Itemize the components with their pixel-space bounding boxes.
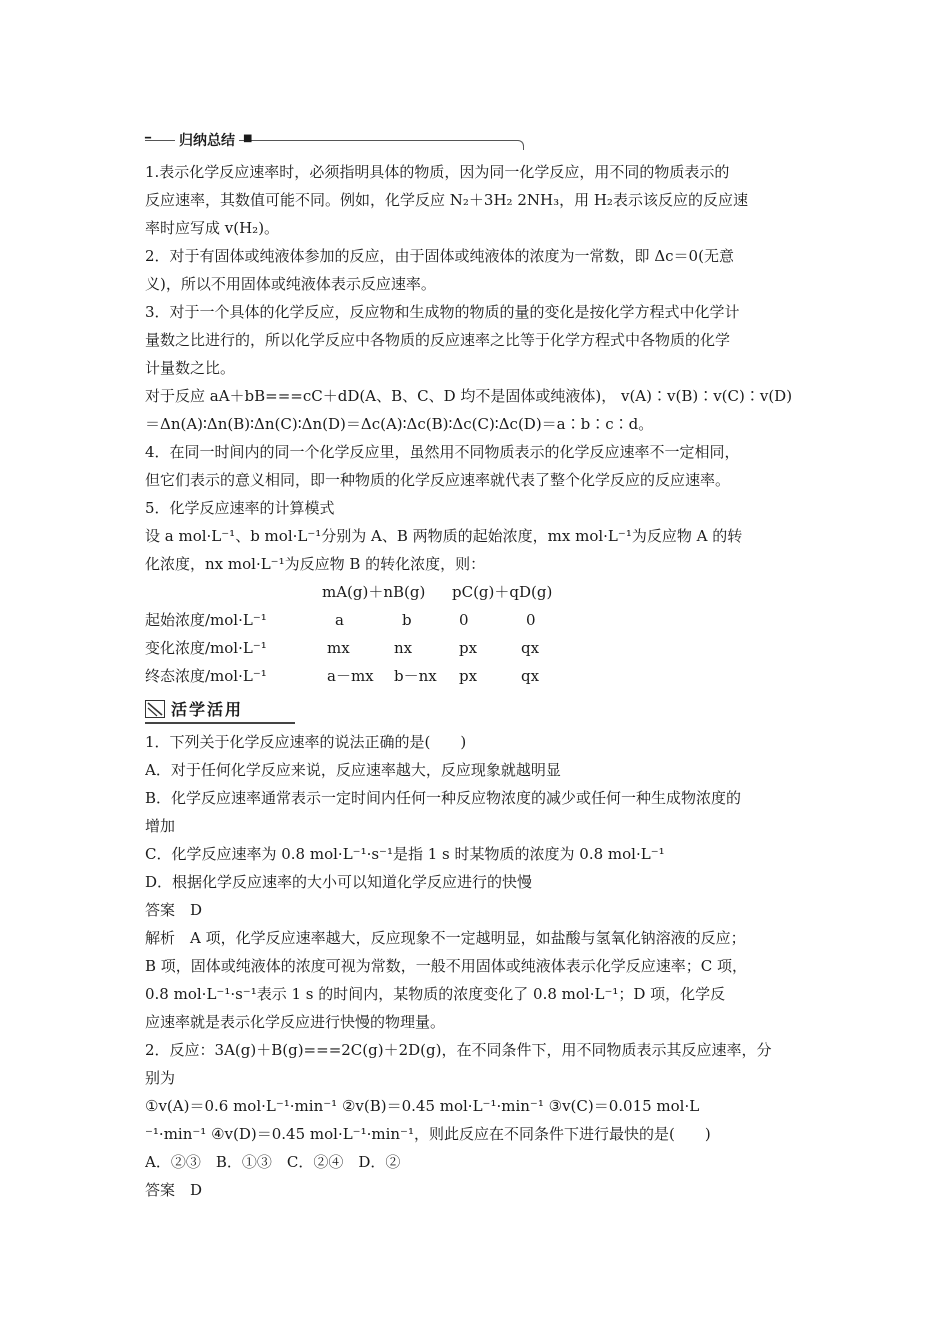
- summary-line: 2．对于有固体或纯液体参加的反应，由于固体或纯液体的浓度为一常数，即 Δc＝0(无意: [145, 247, 734, 265]
- table-header-reactants: mA(g)＋nB(g): [322, 583, 426, 601]
- practice-line: 增加: [145, 817, 176, 835]
- practice-line: 别为: [145, 1069, 176, 1087]
- explanation-line: 解析 A 项，化学反应速率越大，反应现象不一定越明显，如盐酸与氢氧化钠溶液的反应；: [145, 929, 746, 947]
- summary-line: 义)，所以不用固体或纯液体表示反应速率。: [145, 275, 436, 293]
- summary-line: 3．对于一个具体的化学反应，反应物和生成物的物质的量的变化是按化学方程式中化学计: [145, 303, 740, 321]
- explanation-line: 0.8 mol·L⁻¹·s⁻¹表示 1 s 的时间内，某物质的浓度变化了 0.8 mol·L⁻¹；D 项，化学反: [145, 985, 726, 1003]
- summary-line: 5．化学反应速率的计算模式: [145, 499, 335, 517]
- explanation-line: 应速率就是表示化学反应进行快慢的物理量。: [145, 1013, 446, 1031]
- table-cell: qx: [521, 639, 540, 657]
- summary-line: 设 a mol·L⁻¹、b mol·L⁻¹分别为 A、B 两物质的起始浓度，mx mol·L⁻¹为反应物 A 的转: [145, 527, 743, 545]
- summary-line: 量数之比进行的，所以化学反应中各物质的反应速率之比等于化学方程式中各物质的化学: [145, 331, 731, 349]
- table-cell: nx: [394, 639, 413, 657]
- summary-header-marker: ━: [145, 133, 152, 144]
- practice-line: D．根据化学反应速率的大小可以知道化学反应进行的快慢: [145, 873, 533, 891]
- table-row-label: 起始浓度/mol·L⁻¹: [145, 611, 267, 629]
- practice-underline: [145, 722, 295, 724]
- concentration-table: [145, 578, 815, 690]
- answer-line: 答案 D: [145, 1181, 203, 1199]
- summary-line: 对于反应 aA＋bB===cC＋dD(A、B、C、D 均不是固体或纯液体)， v(A)∶v(B)∶v(C)∶v(D): [145, 387, 793, 405]
- summary-line: 1.表示化学反应速率时，必须指明具体的物质，因为同一化学反应，用不同的物质表示的: [145, 163, 730, 181]
- table-header-products: pC(g)＋qD(g): [452, 583, 553, 601]
- practice-header: [145, 694, 815, 728]
- table-row-label: 终态浓度/mol·L⁻¹: [145, 667, 267, 685]
- table-cell: a: [335, 611, 344, 629]
- table-cell: b－nx: [394, 667, 437, 685]
- practice-line: ⁻¹·min⁻¹ ④v(D)＝0.45 mol·L⁻¹·min⁻¹，则此反应在不同条件下进行最快的是( ): [145, 1125, 711, 1143]
- document-content: [145, 130, 815, 1204]
- table-cell: b: [402, 611, 412, 629]
- table-cell: 0: [459, 611, 469, 629]
- table-row: [145, 662, 815, 690]
- summary-line: 化浓度，nx mol·L⁻¹为反应物 B 的转化浓度，则：: [145, 555, 486, 573]
- summary-line: 率时应写成 v(H₂)。: [145, 219, 280, 237]
- explanation-line: B 项，固体或纯液体的浓度可视为常数，一般不用固体或纯液体表示化学反应速率；C 项，: [145, 957, 748, 975]
- practice-line: A．对于任何化学反应来说，反应速率越大，反应现象就越明显: [145, 761, 561, 779]
- practice-title: 活学活用: [171, 700, 244, 719]
- table-cell: a－mx: [327, 667, 374, 685]
- summary-line: 计量数之比。: [145, 359, 236, 377]
- table-row: [145, 606, 815, 634]
- table-row: [145, 634, 815, 662]
- table-cell: px: [459, 667, 478, 685]
- answer-line: 答案 D: [145, 901, 203, 919]
- summary-line: ＝Δn(A)∶Δn(B)∶Δn(C)∶Δn(D)＝Δc(A)∶Δc(B)∶Δc(C)∶Δc(D)＝a∶b∶c∶d。: [145, 415, 654, 433]
- practice-line: B．化学反应速率通常表示一定时间内任何一种反应物浓度的减少或任何一种生成物浓度的: [145, 789, 742, 807]
- summary-title: 归纳总结: [175, 131, 239, 151]
- summary-body: [145, 158, 815, 578]
- table-row-label: 变化浓度/mol·L⁻¹: [145, 639, 267, 657]
- summary-line: 反应速率，其数值可能不同。例如，化学反应 N₂＋3H₂ 2NH₃，用 H₂表示该反应的反应速: [145, 191, 748, 209]
- practice-line: 1．下列关于化学反应速率的说法正确的是( ): [145, 733, 467, 751]
- practice-line: 2．反应：3A(g)＋B(g)===2C(g)＋2D(g)，在不同条件下，用不同物质表示其反应速率，分: [145, 1041, 772, 1059]
- pencil-corner-icon: [145, 700, 165, 718]
- practice-options: A．②③ B．①③ C．②④ D．②: [145, 1153, 401, 1171]
- summary-header-square: ■: [243, 133, 253, 144]
- table-cell: mx: [327, 639, 350, 657]
- table-header-row: [145, 578, 815, 606]
- table-cell: px: [459, 639, 478, 657]
- table-cell: 0: [526, 611, 536, 629]
- summary-line: 但它们表示的意义相同，即一种物质的化学反应速率就代表了整个化学反应的反应速率。: [145, 471, 731, 489]
- practice-line: C．化学反应速率为 0.8 mol·L⁻¹·s⁻¹是指 1 s 时某物质的浓度为 0.8 mol·L⁻¹: [145, 845, 665, 863]
- practice-line: ①v(A)＝0.6 mol·L⁻¹·min⁻¹ ②v(B)＝0.45 mol·L⁻¹·min⁻¹ ③v(C)＝0.015 mol·L: [145, 1097, 700, 1115]
- practice-body: [145, 728, 815, 1204]
- table-cell: qx: [521, 667, 540, 685]
- summary-header: [145, 130, 815, 156]
- summary-line: 4．在同一时间内的同一个化学反应里，虽然用不同物质表示的化学反应速率不一定相同，: [145, 443, 740, 461]
